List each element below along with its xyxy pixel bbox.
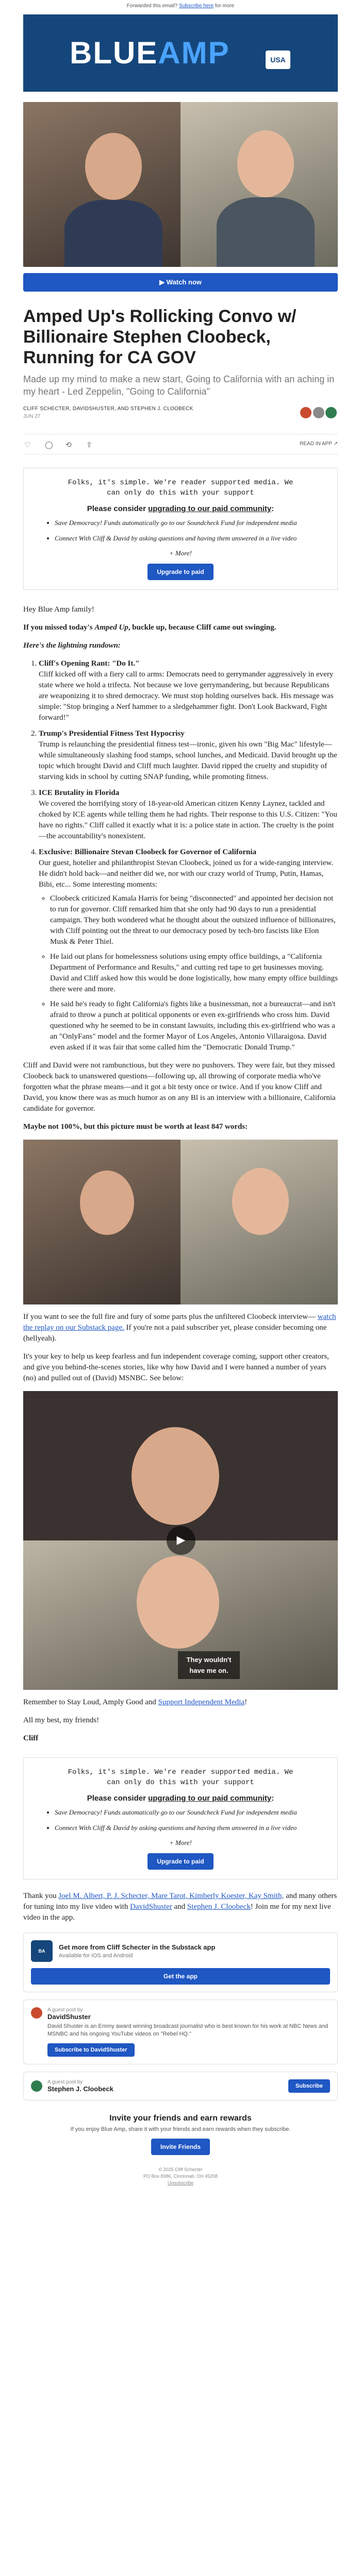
app-logo-icon: BA: [31, 1940, 53, 1962]
item-title: ICE Brutality in Florida: [39, 789, 120, 797]
invite-title: Invite your friends and earn rewards: [109, 2114, 252, 2123]
intro-show: Amped Up: [94, 623, 128, 632]
image-right: [180, 1140, 338, 1304]
host-body-right: [217, 197, 315, 267]
item-text: We covered the horrifying story of 18-year-old American citizen Kenny Laynez, tackled and choked by ICE agents while telling them he had rights. Their response to this U.S. Citizen: "You have no rights." Cliff called it exactly what it is: a police state in action. The cruelty is the point—the accountability's nonexistent.: [39, 800, 337, 840]
logo-word-blue: BLUE: [70, 36, 158, 70]
avatar: [299, 406, 313, 419]
read-in-app-label: READ IN APP: [300, 441, 332, 447]
picture-caption-text: Maybe not 100%, but this picture must be worth at least 847 words:: [23, 1123, 248, 1131]
legal-footer: [0, 2166, 361, 2187]
picture-caption: [23, 1122, 338, 1132]
list-item: [39, 658, 338, 723]
guest-name[interactable]: DavidShuster: [47, 2013, 91, 2021]
byline-date: JUN 27: [23, 414, 41, 419]
item-title: Trump's Presidential Fitness Test Hypocrisy: [39, 730, 185, 738]
guest-label: A guest post by: [47, 2007, 83, 2013]
interview-image[interactable]: [23, 1140, 338, 1304]
consider-text: Please consider: [87, 1794, 146, 1803]
app-promo-text: [59, 1943, 215, 1959]
thanks-section: [23, 1891, 338, 1923]
support-callout-2: [23, 1757, 338, 1879]
interview-moments: [39, 893, 338, 1053]
guest-card-stephen: [23, 2072, 338, 2100]
thanks-lead: Thank you: [23, 1892, 57, 1900]
thanks-and: and: [174, 1903, 186, 1911]
guest-card-david: [23, 1999, 338, 2064]
embedded-video[interactable]: [23, 1391, 338, 1690]
avatar: [312, 406, 325, 419]
brand-banner[interactable]: [23, 14, 338, 92]
post-subtitle: Made up my mind to make a new start, Going to California with an aching in my heart - Led Zeppelin, "Going to California": [23, 374, 335, 397]
consider-text: Please consider: [87, 504, 146, 513]
subscribe-david-button[interactable]: Subscribe to DavidShuster: [47, 2043, 135, 2057]
thanks-tail: ! Join me for my next live video in the app.: [23, 1903, 331, 1922]
unsubscribe-link[interactable]: Unsubscribe: [167, 2180, 194, 2185]
upgrade-button[interactable]: Upgrade to paid: [147, 564, 213, 580]
brand-logo: [70, 35, 230, 71]
list-item: • Save Democracy! Funds automatically go to our Soundcheck Fund for independent media: [55, 518, 327, 528]
restack-icon[interactable]: ⟲: [65, 440, 72, 449]
guest-row: [31, 2007, 330, 2057]
video-face-top: [132, 1427, 219, 1525]
app-promo-title: Get more from Cliff Schecter in the Substack app: [59, 1943, 216, 1951]
host-face-right: [237, 130, 294, 197]
list-item: • Connect With Cliff & David by asking questions and having them answered in a live video: [55, 1823, 327, 1833]
list-item: [39, 847, 338, 1053]
get-app-button[interactable]: Get the app: [31, 1968, 330, 1985]
host-body-left: [64, 200, 162, 267]
invite-text: If you enjoy Blue Amp, share it with your friends and earn rewards when they subscribe.: [70, 2126, 291, 2132]
support-paragraph: It's your key to help us keep fearless and fun independent coverage coming, support other creators, and give you behind-the-scenes stories, like why how David and I were banned a number of years (no) and pulled out of (David) MSNBC. See below:: [23, 1352, 329, 1382]
watch-now-button[interactable]: [23, 273, 338, 292]
list-item: • Connect With Cliff & David by asking questions and having them answered in a live video: [55, 534, 327, 543]
upgrade-link[interactable]: upgrading to our paid community: [148, 504, 272, 513]
app-promo-row: [31, 1940, 330, 1962]
list-item: [39, 728, 338, 783]
item-text: Trump is relaunching the presidential fitness test—ironic, given his own "Big Mac" lifestyle—while simultaneously slashing food stamps, school lunches, and Medicaid. David brought up the topic which brought David and Cliff much laughter. David ripped the cruelty and stupidity of starving kids in school by cutting SNAP funding, while promoting fitness.: [39, 740, 337, 781]
face-right: [232, 1168, 289, 1235]
callout-line-2: can only do this with your support: [107, 1778, 254, 1787]
signature: [23, 1733, 338, 1744]
item-text: Our guest, hotelier and philanthropist Stevan Cloobeck, joined us for a wide-ranging interview. He didn't hold back—and neither did we, nor with our crazy world of Trump, Putin, Hamas, Bibi, etc... Some interesting moments:: [39, 859, 333, 889]
list-item: ◦ He said he's ready to fight California's fights like a businessman, not a bureaucrat—and isn't afraid to throw a punch at political opponents or even ex-girlfriends who cross him. David questioned why he seemed to be in constant lawsuits, including this ex-girlfriend who was a an "OnlyFans" model and the former Mayor of Los Angeles, Antonio Villaraigosa. David even asked if it was fair that some called him the "Democratic Donald Trump.": [50, 999, 338, 1053]
replay-link[interactable]: watch the replay on our Substack page.: [23, 1313, 336, 1332]
intro-paragraph: [23, 622, 338, 633]
support-media-link[interactable]: Support Independent Media: [158, 1698, 245, 1706]
avatar: [31, 2080, 42, 2092]
thanks-paragraph: [23, 1891, 338, 1923]
guest-info: [47, 2007, 330, 2057]
callout-consider: Please consider upgrading to our paid community:: [87, 504, 274, 513]
remember-lead: Remember to Stay Loud, Amply Good and: [23, 1698, 156, 1706]
invite-section: [23, 2114, 338, 2155]
app-promo-card: [23, 1933, 338, 1992]
subscribe-stephen-button[interactable]: Subscribe: [288, 2079, 330, 2093]
guest-row: [31, 2079, 330, 2093]
support-callout: [23, 468, 338, 590]
play-icon: ▶: [159, 278, 165, 286]
post-body: [23, 604, 338, 1744]
stephen-link[interactable]: Stephen J. Cloobeck: [187, 1903, 251, 1911]
play-icon[interactable]: ▶: [167, 1526, 195, 1555]
upgrade-link[interactable]: upgrading to our paid community: [148, 1794, 272, 1803]
copyright: © 2025 Cliff Schecter: [158, 2167, 203, 2172]
item-text: Cliff kicked off with a fiery call to arms: Democrats need to gerrymander aggressively in every state where we hold a trifecta. Not because we love gerrymandering, but because Republicans are weaponizing it to shred democracy. We must stop holding ourselves back. His message was simple: "Stop bringing a Nerf hammer to a sledgehammer fight. Don't Look Backward, Fight forward!": [39, 670, 334, 722]
callout-line-2: can only do this with your support: [107, 489, 254, 497]
thanks-names[interactable]: Joel M. Albert, P. J. Schecter, Mare Tarot, Kimberly Koester, Kay Smith,: [58, 1892, 284, 1900]
byline-authors[interactable]: CLIFF SCHECTER, DAVIDSHUSTER, AND STEPHEN J. CLOOBECK: [23, 406, 193, 412]
david-link[interactable]: DavidShuster: [130, 1903, 172, 1911]
callout-consider: Please consider upgrading to our paid community:: [87, 1794, 274, 1803]
thanks-mid: and many others for tuning into my live video with: [23, 1892, 337, 1911]
guest-label: A guest post by: [47, 2079, 83, 2085]
list-item: ◦ Cloobeck criticized Kamala Harris for being "disconnected" and appointed her decision not to run for governor. Cliff remarked him that she only had 90 days to run a presidential campaign. They both wondered what he thought about the outsized influence of billionaires, with Cliff pointing out the threat to our democracy posed by tech-bro fascists like Elon Musk & Peter Thiel.: [50, 893, 338, 947]
author-avatars[interactable]: [302, 406, 338, 422]
subscribe-link[interactable]: Subscribe here: [178, 3, 214, 9]
intro-lead: If you missed today's: [23, 623, 93, 632]
video-caption: They wouldn't have me on.: [178, 1651, 240, 1679]
video-left-panel: [23, 102, 180, 267]
list-item: ◦ He laid out plans for homelessness solutions using empty office buildings, a "California Department of Performance and Results," and cutting red tape to get businesses moving. David and Cliff asked how this would be done logistically, how many empty office buildings there were and more.: [50, 952, 338, 995]
video-face-bottom: [137, 1556, 219, 1649]
avatar: [324, 406, 338, 419]
intro-tail: , buckle up, because Cliff came out swinging.: [128, 623, 276, 632]
address: PO Box 8386, Cincinnati, OH 45208: [143, 2174, 218, 2179]
remember-tail: !: [244, 1698, 248, 1706]
image-left: [23, 1140, 180, 1304]
callout-line-1: Folks, it's simple. We're reader supported media. We: [68, 479, 293, 487]
recap-paragraph: Cliff and David were not rambunctious, but they were no pushovers. They were fair, but they missed Cloobeck back to unanswered questions—following up, all throwing of corporate media who've forgotten what the phrase means—and it got a bit testy once or twice. And if you know Cliff and David, you know there was as much humor as on any Bl is an interview with a billionaire, California candidate for governor.: [23, 1061, 336, 1113]
replay-paragraph: [23, 1312, 338, 1344]
heart-icon[interactable]: ♡: [24, 440, 31, 449]
greeting: Hey Blue Amp family!: [23, 605, 94, 614]
replay-lead: If you want to see the full fire and fury of some parts plus the unfiltered Cloobeck interview—: [23, 1313, 316, 1321]
forwarded-text: Forwarded this email?: [126, 3, 178, 9]
logo-word-amp: AMP: [158, 36, 230, 70]
callout-line-1: Folks, it's simple. We're reader supported media. We: [68, 1768, 293, 1776]
byline: [23, 406, 338, 427]
perks-list: [34, 518, 327, 543]
post-title[interactable]: Amped Up's Rollicking Convo w/ Billionaire Stephen Cloobeck, Running for CA GOV: [23, 307, 297, 367]
watch-now-label: Watch now: [166, 278, 202, 286]
usa-badge: USA: [266, 50, 290, 69]
highlights-text: Here's the lightning rundown:: [23, 641, 121, 650]
invite-friends-button[interactable]: Invite Friends: [151, 2139, 210, 2155]
share-icon[interactable]: ⇪: [86, 440, 92, 449]
perks-list: [34, 1808, 327, 1833]
app-promo-sub: Available for iOS and Android: [59, 1953, 133, 1959]
video-thumbnail[interactable]: [23, 102, 338, 267]
highlights-list: [23, 658, 338, 1053]
upgrade-button[interactable]: Upgrade to paid: [147, 1853, 213, 1870]
guest-bio: David Shuster is an Emmy award winning broadcast journalist who is best known for his work at NBC News and MSNBC and his ongoing YouTube videos on "Rebel HQ.": [47, 2023, 329, 2037]
item-title: Cliff's Opening Rant: "Do It.": [39, 659, 140, 668]
forwarded-bar: [0, 0, 361, 11]
read-in-app-link[interactable]: READ IN APP ↗: [300, 441, 338, 447]
remember-paragraph: [23, 1697, 338, 1708]
closing: All my best, my friends!: [23, 1716, 100, 1724]
highlights-label: [23, 640, 338, 651]
avatar: [31, 2007, 42, 2019]
host-face-left: [85, 133, 142, 200]
post-actions-bar: [23, 434, 338, 454]
guest-info: [47, 2079, 288, 2093]
signature-name: Cliff: [23, 1734, 39, 1742]
video-right-panel: [180, 102, 338, 267]
more-perks: + More!: [169, 1839, 192, 1846]
list-item: [39, 788, 338, 842]
more-perks: + More!: [169, 549, 192, 557]
list-item: • Save Democracy! Funds automatically go to our Soundcheck Fund for independent media: [55, 1808, 327, 1817]
item-title: Exclusive: Billionaire Stevan Cloobeck for Governor of California: [39, 848, 257, 856]
replay-tail: If you're not a paid subscriber yet, please consider becoming one (hellyeah).: [23, 1324, 327, 1343]
comment-icon[interactable]: ◯: [45, 440, 53, 449]
guest-name[interactable]: Stephen J. Cloobeck: [47, 2085, 113, 2093]
forwarded-suffix: for more: [215, 3, 235, 9]
face-left: [80, 1171, 134, 1235]
